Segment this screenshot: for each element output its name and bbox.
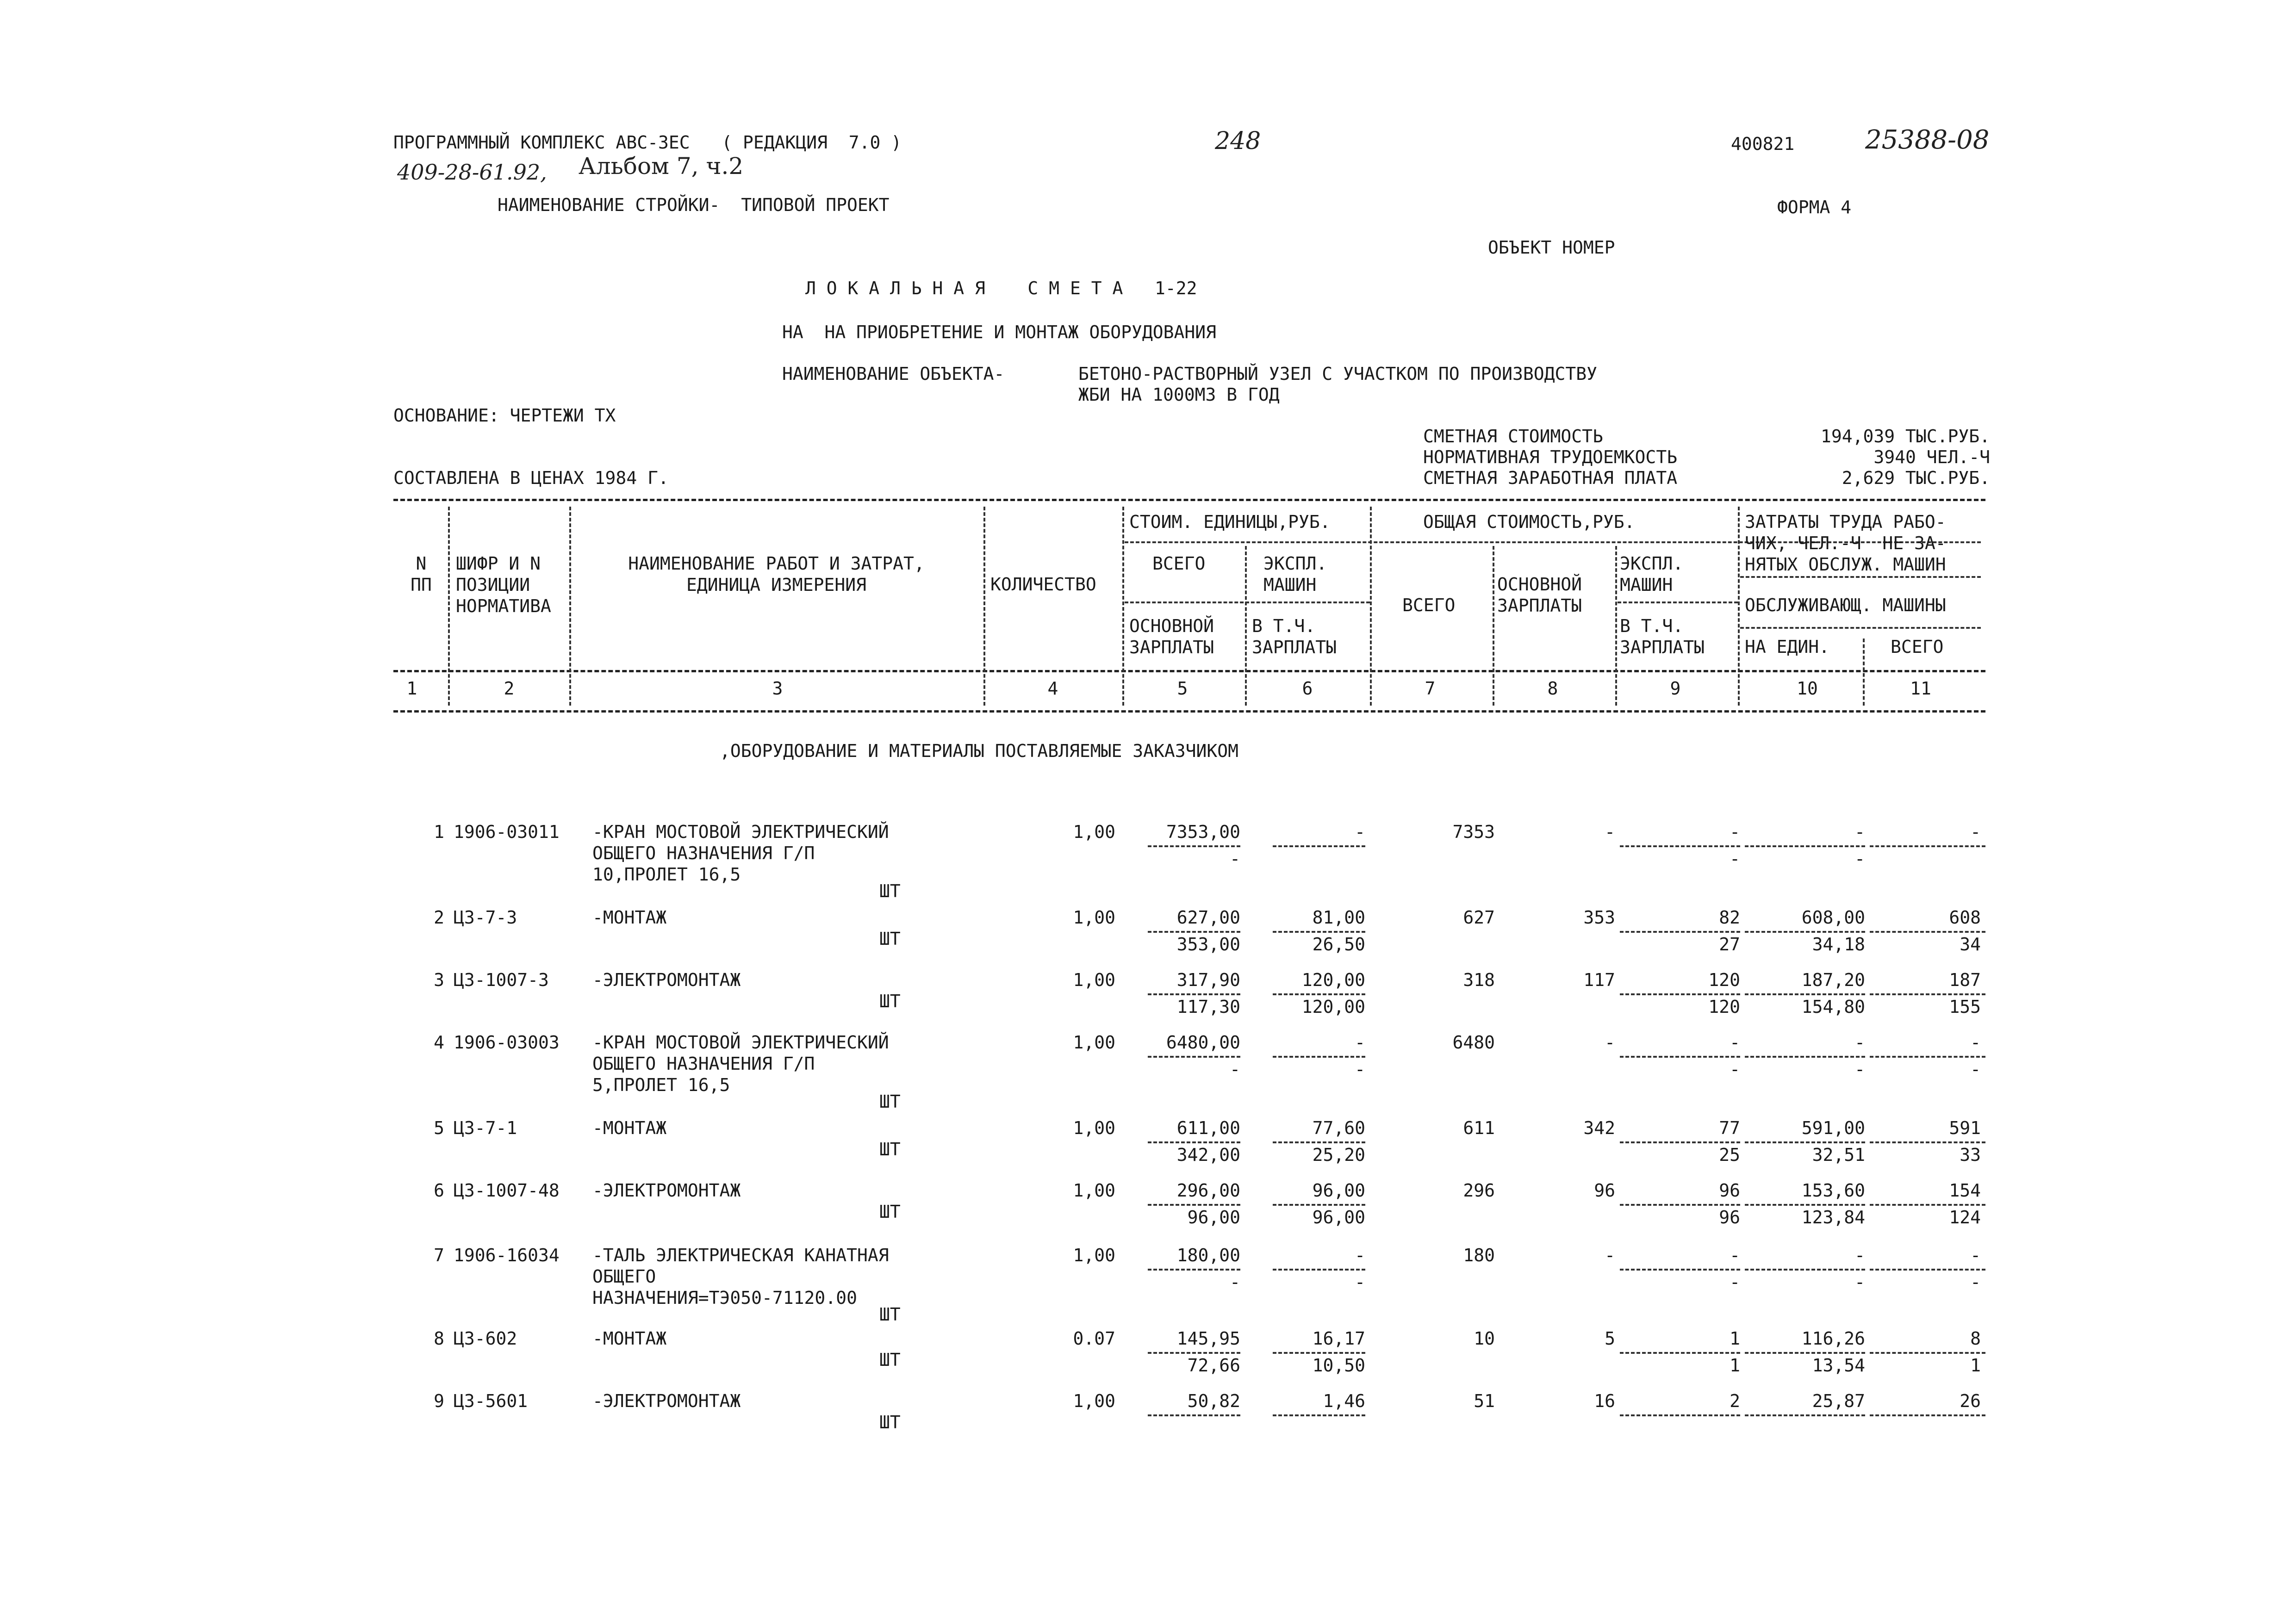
row-unit-machine-salary: 120,00 xyxy=(1301,997,1365,1017)
row-unit-salary: 72,66 xyxy=(1187,1355,1240,1376)
object-name-line-2: ЖБИ НА 1000М3 В ГОД xyxy=(1078,384,1280,405)
col-sep xyxy=(448,507,450,706)
row-machine-labor-total: 124 xyxy=(1949,1207,1981,1228)
row-unit-cost-total: 317,90 xyxy=(1176,970,1240,990)
col-sep xyxy=(1615,546,1617,706)
row-machine-labor-unit: 32,51 xyxy=(1812,1145,1865,1165)
row-total-cost: 6480 xyxy=(1452,1032,1495,1053)
header-rule-mid xyxy=(393,670,1985,672)
cell-rule xyxy=(1870,993,1985,995)
object-name-line-1: БЕТОНО-РАСТВОРНЫЙ УЗЕЛ С УЧАСТКОМ ПО ПРОИЗВОДСТВУ xyxy=(1078,364,1598,384)
row-unit-machine-salary: 10,50 xyxy=(1312,1355,1365,1376)
row-quantity: 1,00 xyxy=(1073,822,1115,842)
row-unit-cost-total: 50,82 xyxy=(1187,1391,1240,1411)
row-name: -ЭЛЕКТРОМОНТАЖ xyxy=(592,970,741,990)
row-unit-cost-total: 145,95 xyxy=(1176,1328,1240,1349)
row-unit-salary: 96,00 xyxy=(1187,1207,1240,1228)
row-code: ЦЗ-602 xyxy=(454,1328,517,1349)
row-name: -ТАЛЬ ЭЛЕКТРИЧЕСКАЯ КАНАТНАЯ xyxy=(592,1245,889,1265)
row-machine-labor-total: 1 xyxy=(1970,1355,1981,1376)
col-header-total-cost: ОБЩАЯ СТОИМОСТЬ,РУБ. xyxy=(1423,512,1635,532)
cell-rule xyxy=(1870,1141,1985,1143)
column-number: 7 xyxy=(1425,678,1436,699)
cell-rule xyxy=(1148,1056,1240,1058)
row-unit: ШТ xyxy=(879,929,901,949)
header-rule-bottom xyxy=(393,710,1985,713)
col-header-labor-total: ВСЕГО xyxy=(1891,637,1944,657)
cell-rule xyxy=(1148,1204,1240,1206)
summary-value: 3940 ЧЕЛ.-Ч xyxy=(1873,447,1990,467)
row-unit-cost-total: 296,00 xyxy=(1176,1180,1240,1201)
album-reference: 409-28-61.92, xyxy=(397,160,547,185)
cell-rule xyxy=(1745,1269,1865,1271)
document-code: 400821 xyxy=(1731,134,1795,154)
row-machine-labor-unit: 123,84 xyxy=(1801,1207,1865,1228)
cell-rule xyxy=(1148,993,1240,995)
cell-rule xyxy=(1620,993,1740,995)
summary-label: СМЕТНАЯ ЗАРАБОТНАЯ ПЛАТА xyxy=(1423,468,1678,488)
cell-rule xyxy=(1870,1204,1985,1206)
document-title: Л О К А Л Ь Н А Я С М Е Т А 1-22 xyxy=(805,278,1197,298)
row-total-cost: 51 xyxy=(1474,1391,1495,1411)
row-number: 6 xyxy=(434,1180,444,1201)
row-number: 3 xyxy=(434,970,444,990)
row-total-salary: - xyxy=(1605,1032,1615,1053)
row-unit: ШТ xyxy=(879,1202,901,1222)
row-total-salary: 96 xyxy=(1594,1180,1615,1201)
row-labor-total: 8 xyxy=(1970,1328,1981,1349)
row-machine-labor-total: 155 xyxy=(1949,997,1981,1017)
column-number: 1 xyxy=(406,678,417,699)
row-unit-cost-total: 6480,00 xyxy=(1166,1032,1240,1053)
cell-rule xyxy=(1745,1141,1865,1143)
row-labor-unit: 116,26 xyxy=(1801,1328,1865,1349)
cell-rule xyxy=(1745,931,1865,933)
row-labor-unit: 608,00 xyxy=(1801,907,1865,928)
cell-rule xyxy=(1870,1414,1985,1416)
cell-rule xyxy=(1620,845,1740,847)
row-unit-cost-machines: - xyxy=(1355,1245,1365,1265)
cell-rule xyxy=(1620,1056,1740,1058)
program-name: ПРОГРАММНЫЙ КОМПЛЕКС АВС-ЗЕС ( РЕДАКЦИЯ 7.0 ) xyxy=(393,132,902,153)
row-unit: ШТ xyxy=(879,1350,901,1370)
row-unit-cost-total: 180,00 xyxy=(1176,1245,1240,1265)
row-name: ОБЩЕГО НАЗНАЧЕНИЯ Г/П xyxy=(592,843,815,863)
column-number: 2 xyxy=(504,678,515,699)
row-name: -ЭЛЕКТРОМОНТАЖ xyxy=(592,1180,741,1201)
row-name: -МОНТАЖ xyxy=(592,907,667,928)
row-quantity: 1,00 xyxy=(1073,1180,1115,1201)
page-number: 248 xyxy=(1215,127,1261,155)
cell-rule xyxy=(1273,1056,1365,1058)
header-inner-rule xyxy=(1125,601,1370,603)
row-total-machines: - xyxy=(1730,1032,1740,1053)
row-quantity: 1,00 xyxy=(1073,1391,1115,1411)
row-unit-cost-machines: 1,46 xyxy=(1323,1391,1365,1411)
cell-rule xyxy=(1745,1352,1865,1354)
cell-rule xyxy=(1273,1414,1365,1416)
object-label: НАИМЕНОВАНИЕ ОБЪЕКТА- xyxy=(782,364,1005,384)
row-unit-cost-machines: 96,00 xyxy=(1312,1180,1365,1201)
row-unit-cost-total: 611,00 xyxy=(1176,1118,1240,1138)
document-subtitle: НА НА ПРИОБРЕТЕНИЕ И МОНТАЖ ОБОРУДОВАНИЯ xyxy=(782,322,1216,342)
row-labor-unit: 25,87 xyxy=(1812,1391,1865,1411)
row-name: -КРАН МОСТОВОЙ ЭЛЕКТРИЧЕСКИЙ xyxy=(592,822,889,842)
row-total-machines: 82 xyxy=(1719,907,1740,928)
row-unit-cost-machines: 16,17 xyxy=(1312,1328,1365,1349)
row-total-salary: - xyxy=(1605,1245,1615,1265)
document-number: 25388-08 xyxy=(1865,125,1990,155)
row-total-machines: 1 xyxy=(1730,1328,1740,1349)
row-labor-unit: - xyxy=(1854,1032,1865,1053)
row-quantity: 1,00 xyxy=(1073,1245,1115,1265)
column-number: 8 xyxy=(1547,678,1558,699)
col-sep xyxy=(1122,507,1124,706)
cell-rule xyxy=(1745,1056,1865,1058)
row-labor-unit: 187,20 xyxy=(1801,970,1865,990)
row-total-machine-salary: 25 xyxy=(1719,1145,1740,1165)
row-name: 5,ПРОЛЕТ 16,5 xyxy=(592,1075,730,1095)
object-number-label: ОБЪЕКТ НОМЕР xyxy=(1488,237,1615,258)
row-code: ЦЗ-7-1 xyxy=(454,1118,517,1138)
row-unit-machine-salary: 25,20 xyxy=(1312,1145,1365,1165)
col-header-unit-salary: ОСНОВНОЙ ЗАРПЛАТЫ xyxy=(1129,616,1214,657)
col-sep xyxy=(1245,546,1247,706)
row-machine-labor-unit: 154,80 xyxy=(1801,997,1865,1017)
row-name: ОБЩЕГО xyxy=(592,1266,656,1287)
row-name: ОБЩЕГО НАЗНАЧЕНИЯ Г/П xyxy=(592,1054,815,1074)
cell-rule xyxy=(1745,1204,1865,1206)
row-machine-labor-unit: 13,54 xyxy=(1812,1355,1865,1376)
row-code: 1906-03003 xyxy=(454,1032,560,1053)
col-sep xyxy=(1493,546,1494,706)
col-header-total-machines: ЭКСПЛ. МАШИН xyxy=(1620,553,1684,595)
row-number: 2 xyxy=(434,907,444,928)
header-inner-rule xyxy=(1618,601,1738,603)
col-sep xyxy=(983,507,985,706)
row-unit-machine-salary: - xyxy=(1355,1059,1365,1079)
row-labor-unit: 591,00 xyxy=(1801,1118,1865,1138)
price-basis: СОСТАВЛЕНА В ЦЕНАХ 1984 Г. xyxy=(393,468,669,488)
cell-rule xyxy=(1148,931,1240,933)
row-unit-salary: - xyxy=(1230,1272,1240,1292)
row-labor-total: 154 xyxy=(1949,1180,1981,1201)
row-unit-machine-salary: 96,00 xyxy=(1312,1207,1365,1228)
header-rule-top xyxy=(393,499,1985,501)
row-unit-cost-machines: - xyxy=(1355,1032,1365,1053)
row-total-cost: 7353 xyxy=(1452,822,1495,842)
form-number: ФОРМА 4 xyxy=(1777,197,1852,217)
row-total-salary: - xyxy=(1605,822,1615,842)
col-sep xyxy=(1738,507,1740,706)
cell-rule xyxy=(1745,1414,1865,1416)
row-name: -ЭЛЕКТРОМОНТАЖ xyxy=(592,1391,741,1411)
cell-rule xyxy=(1148,1141,1240,1143)
row-code: ЦЗ-7-3 xyxy=(454,907,517,928)
row-total-salary: 5 xyxy=(1605,1328,1615,1349)
row-unit: ШТ xyxy=(879,991,901,1011)
summary-label: СМЕТНАЯ СТОИМОСТЬ xyxy=(1423,426,1603,446)
cell-rule xyxy=(1273,931,1365,933)
row-number: 4 xyxy=(434,1032,444,1053)
row-name: 10,ПРОЛЕТ 16,5 xyxy=(592,864,741,885)
row-labor-total: 26 xyxy=(1960,1391,1981,1411)
cell-rule xyxy=(1870,845,1985,847)
row-labor-total: - xyxy=(1970,822,1981,842)
row-labor-total: - xyxy=(1970,1032,1981,1053)
row-machine-labor-unit: - xyxy=(1854,1272,1865,1292)
cell-rule xyxy=(1870,1056,1985,1058)
row-number: 1 xyxy=(434,822,444,842)
cell-rule xyxy=(1620,931,1740,933)
col-header-total-machine-salary: В Т.Ч. ЗАРПЛАТЫ xyxy=(1620,616,1705,657)
row-unit-salary: 117,30 xyxy=(1176,997,1240,1017)
column-number: 6 xyxy=(1302,678,1313,699)
row-unit: ШТ xyxy=(879,1139,901,1159)
column-number: 5 xyxy=(1177,678,1188,699)
row-unit-cost-machines: 81,00 xyxy=(1312,907,1365,928)
col-header-labor-sub: ОБСЛУЖИВАЮЩ. МАШИНЫ xyxy=(1745,595,1946,615)
cell-rule xyxy=(1620,1204,1740,1206)
row-machine-labor-total: 34 xyxy=(1960,934,1981,955)
row-total-machine-salary: - xyxy=(1730,849,1740,869)
cell-rule xyxy=(1870,1352,1985,1354)
summary-value: 194,039 ТЫС.РУБ. xyxy=(1820,426,1990,446)
row-unit-cost-machines: 77,60 xyxy=(1312,1118,1365,1138)
section-title: ,ОБОРУДОВАНИЕ И МАТЕРИАЛЫ ПОСТАВЛЯЕМЫЕ ЗАКАЗЧИКОМ xyxy=(720,741,1239,761)
row-unit-cost-machines: 120,00 xyxy=(1301,970,1365,990)
row-total-machine-salary: 120 xyxy=(1708,997,1740,1017)
row-total-machines: 77 xyxy=(1719,1118,1740,1138)
cell-rule xyxy=(1148,845,1240,847)
row-number: 9 xyxy=(434,1391,444,1411)
row-total-machines: 2 xyxy=(1730,1391,1740,1411)
row-labor-total: 591 xyxy=(1949,1118,1981,1138)
row-code: ЦЗ-5601 xyxy=(454,1391,528,1411)
col-header-labor: ЗАТРАТЫ ТРУДА РАБО- ЧИХ, ЧЕЛ.-Ч НЕ ЗА- НЯТЫХ ОБСЛУЖ. МАШИН xyxy=(1745,512,1946,575)
row-total-cost: 10 xyxy=(1474,1328,1495,1349)
row-unit-cost-total: 7353,00 xyxy=(1166,822,1240,842)
col-header-unit-cost: СТОИМ. ЕДИНИЦЫ,РУБ. xyxy=(1129,512,1331,532)
row-total-machines: - xyxy=(1730,1245,1740,1265)
row-unit-salary: 342,00 xyxy=(1176,1145,1240,1165)
row-total-salary: 342 xyxy=(1583,1118,1615,1138)
basis: ОСНОВАНИЕ: ЧЕРТЕЖИ ТХ xyxy=(393,405,616,426)
col-header-unit-total: ВСЕГО xyxy=(1152,553,1206,574)
row-number: 5 xyxy=(434,1118,444,1138)
col-sep xyxy=(569,507,571,706)
row-unit-cost-total: 627,00 xyxy=(1176,907,1240,928)
cell-rule xyxy=(1870,931,1985,933)
row-labor-unit: - xyxy=(1854,822,1865,842)
row-number: 7 xyxy=(434,1245,444,1265)
row-labor-total: 187 xyxy=(1949,970,1981,990)
row-total-cost: 318 xyxy=(1463,970,1495,990)
col-header-total-all: ВСЕГО xyxy=(1402,595,1456,615)
row-name: -МОНТАЖ xyxy=(592,1118,667,1138)
row-unit-machine-salary: 26,50 xyxy=(1312,934,1365,955)
row-total-machines: 96 xyxy=(1719,1180,1740,1201)
header-inner-rule xyxy=(1740,627,1981,629)
row-total-cost: 296 xyxy=(1463,1180,1495,1201)
header-inner-rule xyxy=(1740,576,1981,578)
row-code: 1906-03011 xyxy=(454,822,560,842)
cell-rule xyxy=(1273,993,1365,995)
cell-rule xyxy=(1273,845,1365,847)
col-header-code: ШИФР И N ПОЗИЦИИ НОРМАТИВА xyxy=(456,553,551,616)
cell-rule xyxy=(1273,1204,1365,1206)
row-labor-total: - xyxy=(1970,1245,1981,1265)
row-total-machines: - xyxy=(1730,822,1740,842)
row-total-cost: 180 xyxy=(1463,1245,1495,1265)
row-total-machine-salary: - xyxy=(1730,1272,1740,1292)
column-number: 3 xyxy=(772,678,783,699)
col-header-unit-machine-salary: В Т.Ч. ЗАРПЛАТЫ xyxy=(1252,616,1337,657)
row-quantity: 1,00 xyxy=(1073,907,1115,928)
row-total-machine-salary: 1 xyxy=(1730,1355,1740,1376)
row-name: -МОНТАЖ xyxy=(592,1328,667,1349)
row-total-machine-salary: - xyxy=(1730,1059,1740,1079)
row-unit: ШТ xyxy=(879,1304,901,1325)
column-number: 4 xyxy=(1047,678,1058,699)
cell-rule xyxy=(1870,1269,1985,1271)
row-machine-labor-unit: 34,18 xyxy=(1812,934,1865,955)
col-header-labor-unit: НА ЕДИН. xyxy=(1745,637,1830,657)
row-unit-salary: - xyxy=(1230,1059,1240,1079)
col-sep xyxy=(1370,507,1372,706)
row-unit-salary: - xyxy=(1230,849,1240,869)
row-machine-labor-total: - xyxy=(1970,1059,1981,1079)
row-total-salary: 353 xyxy=(1583,907,1615,928)
row-total-salary: 117 xyxy=(1583,970,1615,990)
row-machine-labor-total: - xyxy=(1970,1272,1981,1292)
cell-rule xyxy=(1273,1141,1365,1143)
row-labor-unit: 153,60 xyxy=(1801,1180,1865,1201)
row-machine-labor-unit: - xyxy=(1854,849,1865,869)
row-labor-unit: - xyxy=(1854,1245,1865,1265)
row-code: 1906-16034 xyxy=(454,1245,560,1265)
row-total-cost: 611 xyxy=(1463,1118,1495,1138)
cell-rule xyxy=(1620,1141,1740,1143)
cell-rule xyxy=(1620,1414,1740,1416)
row-code: ЦЗ-1007-48 xyxy=(454,1180,560,1201)
row-unit: ШТ xyxy=(879,881,901,901)
col-header-qty: КОЛИЧЕСТВО xyxy=(990,574,1096,595)
cell-rule xyxy=(1273,1269,1365,1271)
col-header-unit-machines: ЭКСПЛ. МАШИН xyxy=(1263,553,1327,595)
row-total-cost: 627 xyxy=(1463,907,1495,928)
row-total-machine-salary: 27 xyxy=(1719,934,1740,955)
cell-rule xyxy=(1148,1352,1240,1354)
row-unit-salary: 353,00 xyxy=(1176,934,1240,955)
column-number: 10 xyxy=(1797,678,1818,699)
row-unit-cost-machines: - xyxy=(1355,822,1365,842)
col-header-name: НАИМЕНОВАНИЕ РАБОТ И ЗАТРАТ, ЕДИНИЦА ИЗМЕРЕНИЯ xyxy=(628,553,925,595)
row-quantity: 0.07 xyxy=(1073,1328,1115,1349)
row-unit: ШТ xyxy=(879,1412,901,1432)
row-name: НАЗНАЧЕНИЯ=ТЭ050-71120.00 xyxy=(592,1288,857,1308)
construction-name: НАИМЕНОВАНИЕ СТРОЙКИ- ТИПОВОЙ ПРОЕКТ xyxy=(498,195,890,215)
cell-rule xyxy=(1148,1269,1240,1271)
row-labor-total: 608 xyxy=(1949,907,1981,928)
column-number: 11 xyxy=(1910,678,1931,699)
summary-value: 2,629 ТЫС.РУБ. xyxy=(1842,468,1990,488)
col-sep xyxy=(1863,639,1865,706)
row-machine-labor-unit: - xyxy=(1854,1059,1865,1079)
row-machine-labor-total: 33 xyxy=(1960,1145,1981,1165)
row-code: ЦЗ-1007-3 xyxy=(454,970,549,990)
row-quantity: 1,00 xyxy=(1073,1118,1115,1138)
column-number: 9 xyxy=(1670,678,1681,699)
cell-rule xyxy=(1745,845,1865,847)
row-unit-machine-salary: - xyxy=(1355,1272,1365,1292)
row-total-machine-salary: 96 xyxy=(1719,1207,1740,1228)
row-name: -КРАН МОСТОВОЙ ЭЛЕКТРИЧЕСКИЙ xyxy=(592,1032,889,1053)
row-unit: ШТ xyxy=(879,1091,901,1112)
cell-rule xyxy=(1620,1269,1740,1271)
col-header-total-salary: ОСНОВНОЙ ЗАРПЛАТЫ xyxy=(1497,574,1582,616)
cell-rule xyxy=(1273,1352,1365,1354)
cell-rule xyxy=(1745,993,1865,995)
summary-label: НОРМАТИВНАЯ ТРУДОЕМКОСТЬ xyxy=(1423,447,1678,467)
cell-rule xyxy=(1148,1414,1240,1416)
album-note: Альбом 7, ч.2 xyxy=(579,153,744,180)
row-quantity: 1,00 xyxy=(1073,1032,1115,1053)
cell-rule xyxy=(1620,1352,1740,1354)
row-quantity: 1,00 xyxy=(1073,970,1115,990)
col-header-n: N ПП xyxy=(411,553,432,595)
row-number: 8 xyxy=(434,1328,444,1349)
row-total-machines: 120 xyxy=(1708,970,1740,990)
row-total-salary: 16 xyxy=(1594,1391,1615,1411)
